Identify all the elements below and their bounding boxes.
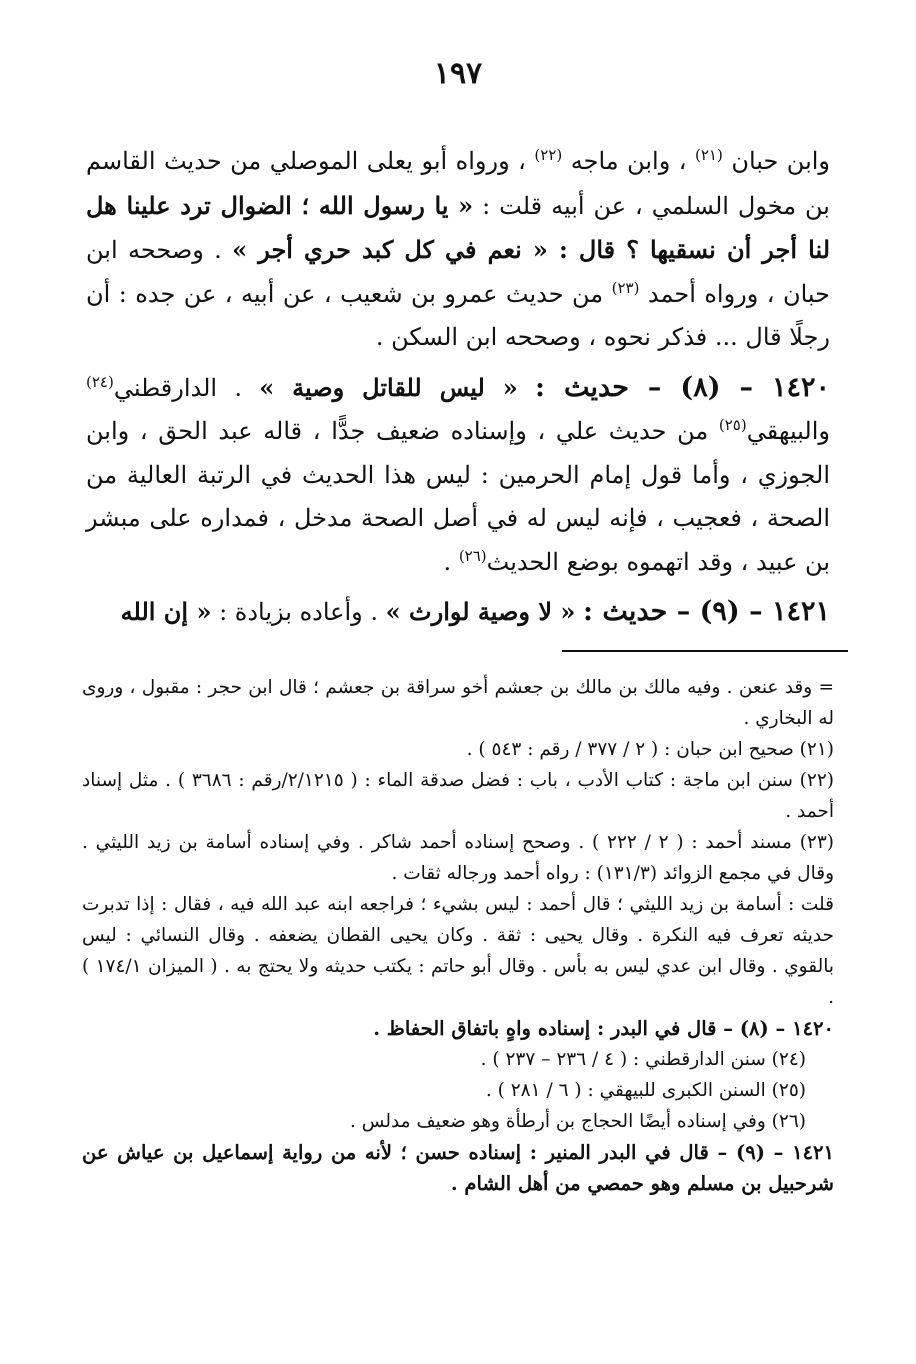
footnote-divider xyxy=(562,650,848,652)
footnote-26: (٢٦) وفي إسناده أيضًا الحجاج بن أرطأة وهو ضعيف مدلس . xyxy=(349,1111,806,1132)
footnote-ref-22: (٢٢) xyxy=(534,146,563,164)
hadith-1421 xyxy=(86,590,830,635)
hadith-paragraph-1 xyxy=(86,140,830,360)
footnote-22: (٢٢) سنن ابن ماجة : كتاب الأدب ، باب : فضل صدقة الماء : ( ٢/١٢١٥/رقم : ٣٦٨٦ ) . مثل إسناد أحمد . xyxy=(82,770,834,822)
text-segment: ، ورواه أبو يعلى الموصلي من حديث القاسم بن مخول السلمي ، عن أبيه قلت : xyxy=(86,147,830,220)
footnote-25: (٢٥) السنن الكبرى للبيهقي : ( ٦ / ٢٨١ ) . xyxy=(485,1080,806,1101)
footnote-24: (٢٤) سنن الدارقطني : ( ٤ / ٢٣٦ – ٢٣٧ ) . xyxy=(480,1049,806,1070)
footnote-ref-26: (٢٦) xyxy=(458,546,487,565)
footnote-hadith-1421: ١٤٢١ – (٩) – قال في البدر المنير : إسناده حسن ؛ لأنه من رواية إسماعيل بن عياش عن شرحبيل بن مسلم وهو حمصي من أهل الشام . xyxy=(82,1141,834,1195)
footnote-23-note: قلت : أسامة بن زيد الليثي ؛ قال أحمد : ليس بشيء ؛ فراجعه ابنه عبد الله فيه ، فقال : إذا تدبرت حديثه تعرف فيه النكرة . وقال يحيى : ثقة . وكان يحيى القطان يضعفه . وقال النسائي : ليس بالقوي . وقال ابن عدي ليس به بأس . وقال أبو حاتم : يكتب حديثه ولا يحتج به . ( الميزان ١٧٤/١ ) . xyxy=(82,894,834,1008)
hadith-number: ١٤٢١ – (٩) – حديث : xyxy=(583,596,830,627)
footnote-21: (٢١) صحيح ابن حبان : ( ٢ / ٣٧٧ / رقم : ٥٤٣ ) . xyxy=(466,739,834,760)
footnote-ref-21: (٢١) xyxy=(694,146,723,164)
bold-quote: « ليس للقاتل وصية » xyxy=(259,372,518,402)
footnote-23: (٢٣) مسند أحمد : ( ٢ / ٢٢٢ ) . وصحح إسناده أحمد شاكر . وفي إسناده أسامة بن زيد الليثي . وقال في مجمع الزوائد (١٣١/٣) : رواه أحمد ورجاله ثقات . xyxy=(82,832,835,884)
footnote-ref-25: (٢٥) xyxy=(718,416,747,434)
bold-quote: « إن الله xyxy=(120,597,212,626)
footnotes xyxy=(82,672,834,1199)
bold-quote: « لا وصية لوارث » xyxy=(385,597,576,626)
hadith-number: ١٤٢٠ – (٨) – حديث : xyxy=(535,371,830,403)
text-segment: من حديث عمرو بن شعيب ، عن أبيه ، عن جده : أن رجلًا قال ... فذكر نحوه ، وصححه ابن السكن . xyxy=(86,279,830,351)
bold-quote: « يا رسول الله ؛ الضوال ترد علينا هل لنا أجر أن نسقيها ؟ قال : « نعم في كل كبد حري أجر » xyxy=(86,190,831,264)
text-segment: . وصححه ابن حبان ، ورواه أحمد xyxy=(86,236,830,308)
footnote-continuation: = وقد عنعن . وفيه مالك بن مالك بن جعشم أخو سراقة بن جعشم ؛ قال ابن حجر : مقبول ، وروى له البخاري . xyxy=(82,677,834,729)
text-segment: وابن حبان xyxy=(731,147,831,175)
text-segment: والبيهقي xyxy=(746,417,830,445)
text-segment: . وأعاده بزيادة : xyxy=(219,598,379,626)
page-number: ١٩٧ xyxy=(433,56,483,91)
text-segment: ، وابن ماجه xyxy=(570,147,687,175)
text-segment: . الدارقطني xyxy=(113,373,242,402)
footnote-ref-24: (٢٤) xyxy=(86,372,114,391)
footnote-ref-23: (٢٣) xyxy=(611,278,640,297)
footnote-hadith-1420: ١٤٢٠ – (٨) – قال في البدر : إسناده واهٍ باتفاق الحفاظ . xyxy=(373,1017,834,1040)
text-segment: من حديث علي ، وإسناده ضعيف جدًّا ، قاله عبد الحق ، وابن الجوزي ، وأما قول إمام الحرمين : ليس هذا الحديث في الرتبة العالية من الصحة ، فعجيب ، فإنه ليس له في أصل الصحة مدخل ، فمداره على مبشر بن عبيد ، وقد اتهموه بوضع الحديث xyxy=(86,417,831,576)
main-text xyxy=(86,140,830,635)
text-segment: . xyxy=(443,547,452,576)
hadith-1420 xyxy=(86,366,830,585)
